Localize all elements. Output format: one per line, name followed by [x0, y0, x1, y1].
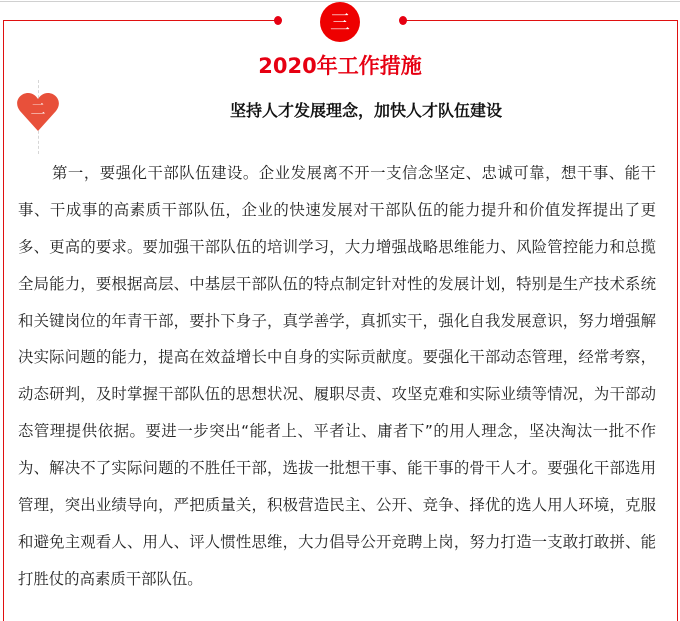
paragraph-line: 决实际问题的能力，提高在效益增长中自身的实际贡献度。要强化干部动态管理，经常考察， [18, 348, 656, 367]
paragraph-line: 态管理提供依据。要进一步突出“能者上、平者让、庸者下”的用人理念，坚决淘汰一批不作 [18, 422, 656, 441]
subsection-heading: 坚持人才发展理念，加快人才队伍建设 [229, 101, 502, 120]
page-title: 2020年工作措施 [258, 54, 422, 78]
paragraph-line: 动态研判，及时掌握干部队伍的思想状况、履职尽责、攻坚克难和实际业绩等情况，为干部动 [18, 385, 656, 404]
body-paragraph [18, 160, 656, 603]
paragraph-line: 管理，突出业绩导向，严把质量关，积极营造民主、公开、竞争、择优的选人用人环境，克服 [18, 496, 656, 515]
paragraph-line: 打胜仗的高素质干部队伍。 [18, 569, 203, 588]
paragraph-line: 和避免主观看人、用人、评人惯性思维，大力倡导公开竞聘上岗，努力打造一支敢打敢拼、能 [18, 532, 656, 551]
paragraph-line: 和关键岗位的年青干部，要扑下身子，真学善学，真抓实干，强化自我发展意识，努力增强解 [18, 311, 656, 330]
paragraph-line: 为、解决不了实际问题的不胜任干部，选拔一批想干事、能干事的骨干人才。要强化干部选用 [18, 459, 656, 478]
section-number-badge: 三 [320, 2, 360, 42]
paragraph-line: 全局能力，要根据高层、中基层干部队伍的特点制定针对性的发展计划，特别是生产技术系统 [18, 274, 656, 293]
paragraph-line: 事、干成事的高素质干部队伍，企业的快速发展对干部队伍的能力提升和价值发挥提出了更 [18, 200, 656, 219]
left-dot-ornament [274, 16, 282, 25]
subsection-number: 二 [30, 100, 46, 118]
paragraph-line: 多、更高的要求。要加强干部队伍的培训学习，大力增强战略思维能力、风险管控能力和总揽 [18, 237, 656, 256]
paragraph-line: 第一，要强化干部队伍建设。企业发展离不开一支信念坚定、忠诚可靠，想干事、能干 [52, 164, 656, 182]
right-dot-ornament [399, 16, 407, 25]
